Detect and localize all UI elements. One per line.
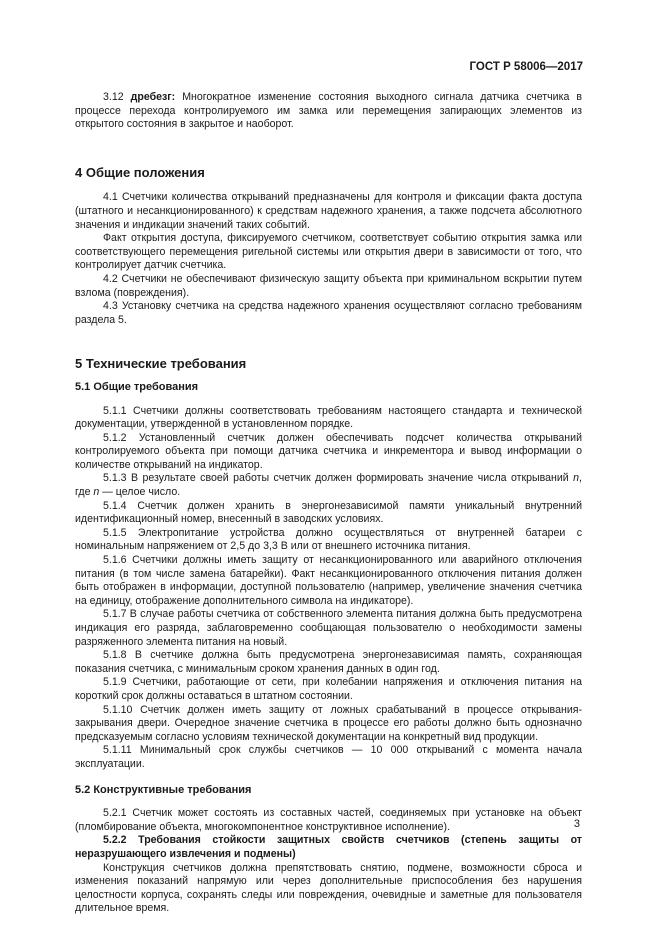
paragraph-5-1-9: 5.1.9 Счетчики, работающие от сети, при колебании напряжения и отключения питания на короткий срок должны оставаться в штатном состоянии. [75, 676, 582, 702]
paragraph-5-1-11: 5.1.11 Минимальный срок службы счетчиков — 10 000 открываний с момента начала эксплуатации. [75, 744, 582, 770]
paragraph-4-3: 4.3 Установку счетчика на средства надежного хранения осуществляют согласно требованиям раздела 5. [75, 300, 582, 326]
p513-text-c: — целое число. [99, 486, 181, 499]
paragraph-5-1-1: 5.1.1 Счетчики должны соответствовать требованиям настоящего стандарта и технической документации, утвержденной в установленном порядке. [75, 404, 582, 431]
paragraph-4-1-access: Факт открытия доступа, фиксируемого счетчиком, соответствует событию открытия замка или соответствующего перемещения ригельной системы или открытия двери в зависимости от того, что контролирует датчик счетчика. [75, 232, 582, 272]
subsection-5-2-title: 5.2 Конструктивные требования [75, 783, 252, 796]
definition-text: Многократное изменение состояния выходного сигнала датчика счетчика в процессе перехода контролируемого им замка или перемещения запирающих элементов из открытого состояния в закрытое и наоборот. [75, 91, 582, 131]
paragraph-5-1-3 [75, 472, 582, 499]
paragraph-5-1-2: 5.1.2 Установленный счетчик должен обеспечивать подсчет количества открываний контролируемого объекта при помощи датчика счетчика и инкрементора и вывод информации о количестве открываний на индикатор. [75, 431, 582, 471]
p513-var-n-2: n [93, 486, 100, 499]
section-5-title: 5 Технические требования [75, 356, 247, 372]
paragraph-5-1-8: 5.1.8 В счетчике должна быть предусмотрена энергонезависимая память, сохраняющая показания счетчика, с минимальным сроком хранения данных в один год. [75, 649, 582, 675]
section-4-title: 4 Общие положения [75, 164, 205, 180]
paragraph-4-2: 4.2 Счетчики не обеспечивают физическую защиту объекта при криминальном вскрытии путем взлома (повреждения). [75, 272, 582, 299]
paragraph-5-2-2-body: Конструкция счетчиков должна препятствовать снятию, подмене, возможности сброса и изменения показаний напрямую или через дополнительные приспособления без нарушения целостности корпуса, сохранять следы или повреждения, очевидные и заметные для пользователя длительное время. [75, 861, 582, 915]
definition-term: дребезг: [130, 91, 176, 103]
paragraph-4-1: 4.1 Счетчики количества открываний предназначены для контроля и фиксации факта доступа (штатного и несанкционированного) к средствам надежного хранения, а также подсчета абсолютного значения и индикации значений таких событий. [75, 191, 582, 231]
paragraph-5-1-4: 5.1.4 Счетчик должен хранить в энергонезависимой памяти уникальный внутренний идентификационный номер, внесенный в заводских условиях. [75, 499, 582, 526]
page-content [75, 91, 582, 916]
subsection-5-1-title: 5.1 Общие требования [75, 380, 199, 393]
paragraph-5-1-6: 5.1.6 Счетчики должны иметь защиту от несанкционированного или аварийного отключения питания (в том числе замена батарейки). Факт несанкционированного отключения питания должен быть отображен в информации, доступной пользователю (например, увеличение значения счетчика на единицу, отображение дополнительного символа на индикаторе). [75, 554, 582, 607]
paragraph-5-1-10: 5.1.10 Счетчик должен иметь защиту от ложных срабатываний в процессе открывания-закрывания двери. Очередное значение счетчика в процессе его работы должно быть однозначно предсказуемым согласно условиям технической документации на конкретный вид продукции. [75, 703, 582, 743]
p513-var-n: n [573, 472, 580, 485]
standard-header: ГОСТ Р 58006—2017 [469, 61, 583, 73]
page-number: 3 [573, 818, 580, 830]
definition-3-12 [75, 91, 582, 132]
definition-number: 3.12 [103, 91, 124, 103]
paragraph-5-2-2-title: 5.2.2 Требования стойкости защитных свойств счетчиков (степень защиты от неразрушающего извлечения и подмены) [75, 834, 582, 860]
paragraph-5-2-1: 5.2.1 Счетчик может состоять из составных частей, соединяемых при установке на объект (пломбирование объекта, многокомпонентное конструктивное исполнение). [75, 807, 582, 833]
paragraph-5-1-5: 5.1.5 Электропитание устройства должно осуществляться от внутренней батареи с номинальным напряжением от 2,5 до 3,3 В или от внешнего источника питания. [75, 526, 582, 553]
p513-text-b: , где [75, 472, 582, 499]
paragraph-5-1-7: 5.1.7 В случае работы счетчика от собственного элемента питания должна быть предусмотрена индикация его разряда, заблаговременно сообщающая пользователю о необходимости замены разряженного элемента питания на новый. [75, 608, 582, 648]
p513-text-a: 5.1.3 В результате своей работы счетчик должен формировать значение числа открываний [103, 472, 569, 485]
